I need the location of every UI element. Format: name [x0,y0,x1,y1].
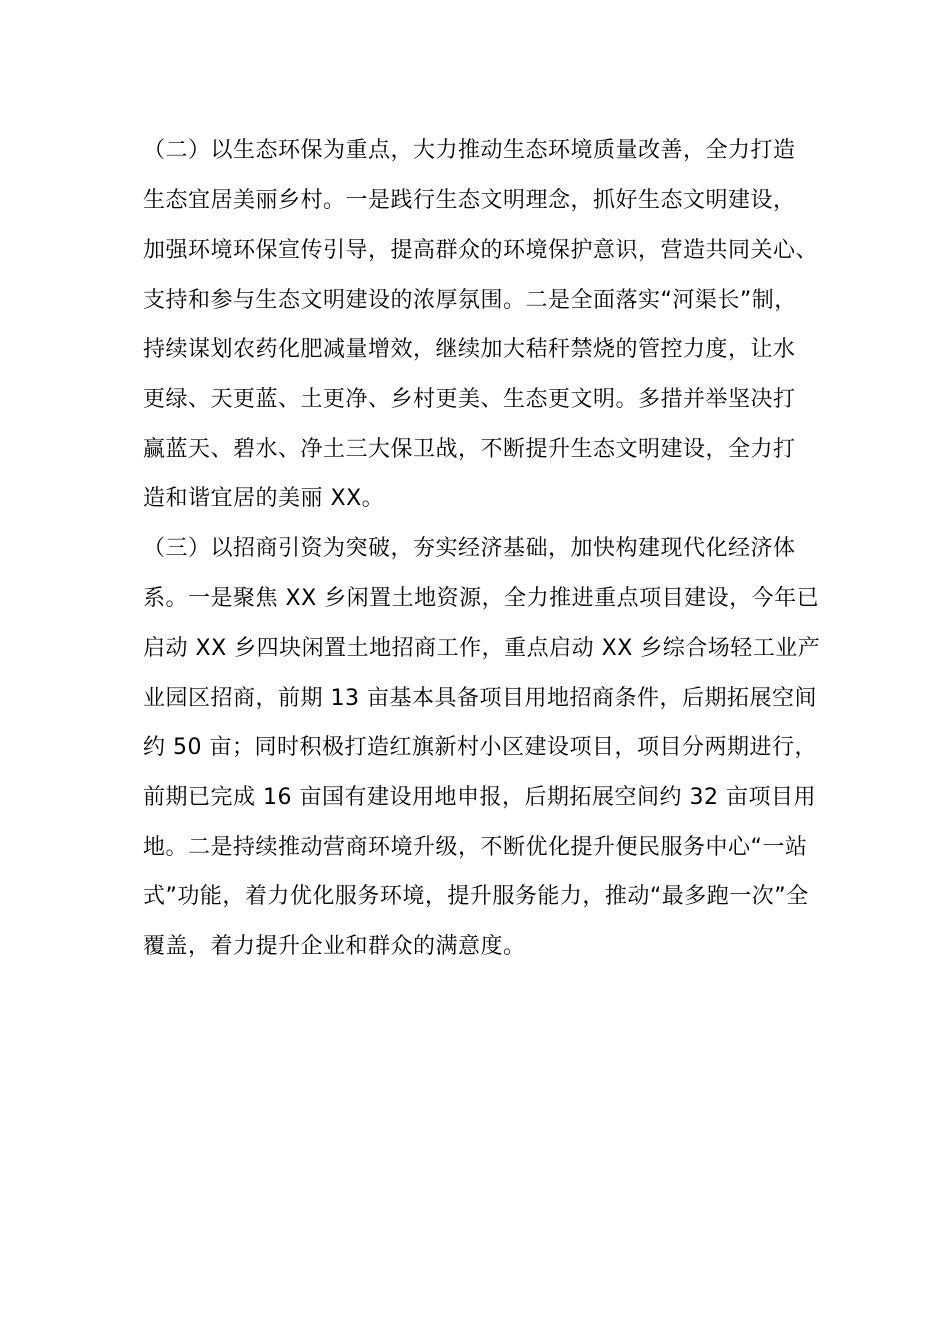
text-line: 式”功能，着力优化服务环境，提升服务能力，推动“最多跑一次”全 [143,884,809,909]
text-line: 持续谋划农药化肥减量增效，继续加大秸秆禁烧的管控力度，让水 [143,337,796,362]
text-line: 地。二是持续推动营商环境升级，不断优化提升便民服务中心“一站 [143,835,808,860]
text-line: （三）以招商引资为突破，夯实经济基础，加快构建现代化经济体 [143,536,796,561]
text-line: 约 50 亩；同时积极打造红旗新村小区建设项目，项目分两期进行， [143,735,817,760]
text-line: 系。一是聚焦 XX 乡闲置土地资源，全力推进重点项目建设，今年已 [143,586,820,611]
text-line: 前期已完成 16 亩国有建设用地申报，后期拓展空间约 32 亩项目用 [143,785,816,810]
text-line: 生态宜居美丽乡村。一是践行生态文明理念，抓好生态文明建设， [143,188,796,213]
text-line: 造和谐宜居的美丽 XX。 [143,486,385,511]
text-line: （二）以生态环保为重点，大力推动生态环境质量改善，全力打造 [143,138,796,163]
text-line: 启动 XX 乡四块闲置土地招商工作，重点启动 XX 乡综合场轻工业产 [143,636,821,661]
text-line: 更绿、天更蓝、土更净、乡村更美、生态更文明。多措并举坚决打 [143,387,796,412]
text-line: 支持和参与生态文明建设的浓厚氛围。二是全面落实“河渠长”制， [143,288,797,313]
text-line: 业园区招商，前期 13 亩基本具备项目用地招商条件，后期拓展空间 [143,686,817,711]
text-line: 赢蓝天、碧水、净土三大保卫战，不断提升生态文明建设，全力打 [143,437,796,462]
text-line: 覆盖，着力提升企业和群众的满意度。 [143,934,526,959]
text-line: 加强环境环保宣传引导，提高群众的环境保护意识，营造共同关心、 [143,238,819,263]
